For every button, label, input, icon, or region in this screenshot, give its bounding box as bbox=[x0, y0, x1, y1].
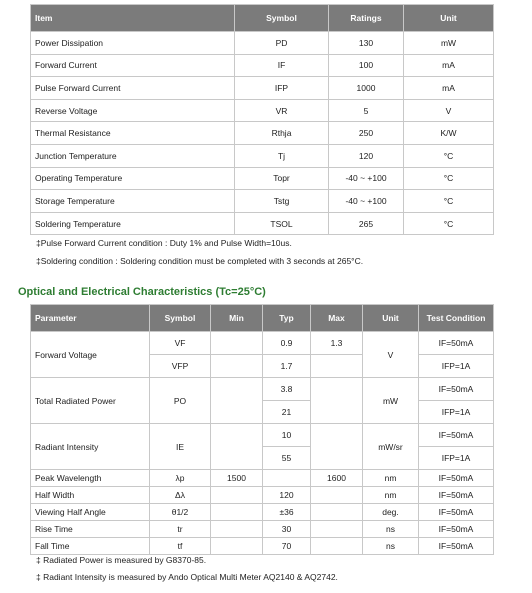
radiant-intensity-note: ‡ Radiant Intensity is measured by Ando Optical Multi Meter AQ2140 & AQ2742. bbox=[36, 572, 338, 582]
condition-cell: IF=50mA bbox=[419, 487, 494, 504]
unit-cell: V bbox=[363, 332, 419, 378]
item-cell: Soldering Temperature bbox=[31, 212, 235, 235]
unit-cell: nm bbox=[363, 487, 419, 504]
min-cell bbox=[211, 487, 263, 504]
condition-cell: IFP=1A bbox=[419, 401, 494, 424]
ratings-cell: 265 bbox=[329, 212, 404, 235]
unit-cell: °C bbox=[404, 144, 494, 167]
ratings-cell: 130 bbox=[329, 32, 404, 55]
condition-cell: IF=50mA bbox=[419, 521, 494, 538]
condition-cell: IF=50mA bbox=[419, 424, 494, 447]
table-header-row bbox=[31, 5, 494, 32]
typ-cell: 0.9 bbox=[263, 332, 311, 355]
max-cell bbox=[311, 487, 363, 504]
max-cell bbox=[311, 521, 363, 538]
absolute-max-ratings-table bbox=[30, 4, 494, 235]
max-cell: 1.3 bbox=[311, 332, 363, 355]
ratings-cell: 100 bbox=[329, 54, 404, 77]
symbol-cell: VF bbox=[150, 332, 211, 355]
typ-cell: 10 bbox=[263, 424, 311, 447]
table-row bbox=[31, 538, 494, 555]
unit-cell: mA bbox=[404, 54, 494, 77]
typ-cell: 55 bbox=[263, 447, 311, 470]
unit-cell: mW bbox=[404, 32, 494, 55]
table-header-row bbox=[31, 305, 494, 332]
min-cell bbox=[211, 424, 263, 470]
min-cell bbox=[211, 332, 263, 355]
unit-cell: ns bbox=[363, 521, 419, 538]
header-typ: Typ bbox=[263, 305, 311, 332]
max-cell bbox=[311, 538, 363, 555]
param-cell: Peak Wavelength bbox=[31, 470, 150, 487]
typ-cell: 120 bbox=[263, 487, 311, 504]
unit-cell: deg. bbox=[363, 504, 419, 521]
unit-cell: °C bbox=[404, 212, 494, 235]
param-total-radiated-power: Total Radiated Power bbox=[31, 378, 150, 424]
symbol-cell: VFP bbox=[150, 355, 211, 378]
condition-cell: IFP=1A bbox=[419, 355, 494, 378]
typ-cell: 70 bbox=[263, 538, 311, 555]
table-row bbox=[31, 77, 494, 100]
table-row bbox=[31, 212, 494, 235]
table-row bbox=[31, 167, 494, 190]
typ-cell: 21 bbox=[263, 401, 311, 424]
param-radiant-intensity: Radiant Intensity bbox=[31, 424, 150, 470]
header-min: Min bbox=[211, 305, 263, 332]
min-cell bbox=[211, 521, 263, 538]
unit-cell: V bbox=[404, 99, 494, 122]
min-cell bbox=[211, 538, 263, 555]
item-cell: Pulse Forward Current bbox=[31, 77, 235, 100]
symbol-cell: tr bbox=[150, 521, 211, 538]
header-parameter: Parameter bbox=[31, 305, 150, 332]
condition-cell: IF=50mA bbox=[419, 470, 494, 487]
max-cell bbox=[311, 504, 363, 521]
symbol-cell: λp bbox=[150, 470, 211, 487]
param-cell: Rise Time bbox=[31, 521, 150, 538]
symbol-cell: PO bbox=[150, 378, 211, 424]
header-unit: Unit bbox=[363, 305, 419, 332]
symbol-cell: VR bbox=[235, 99, 329, 122]
param-cell: Viewing Half Angle bbox=[31, 504, 150, 521]
unit-cell: mW bbox=[363, 378, 419, 424]
symbol-cell: Rthja bbox=[235, 122, 329, 145]
ratings-cell: 120 bbox=[329, 144, 404, 167]
min-cell bbox=[211, 355, 263, 378]
ratings-cell: 5 bbox=[329, 99, 404, 122]
max-cell bbox=[311, 355, 363, 378]
min-cell bbox=[211, 504, 263, 521]
ratings-cell: 250 bbox=[329, 122, 404, 145]
table-row bbox=[31, 424, 494, 447]
header-symbol: Symbol bbox=[150, 305, 211, 332]
symbol-cell: Δλ bbox=[150, 487, 211, 504]
radiated-power-note: ‡ Radiated Power is measured by G8370-85. bbox=[36, 555, 207, 565]
header-item: Item bbox=[31, 5, 235, 32]
unit-cell: °C bbox=[404, 167, 494, 190]
typ-cell: 1.7 bbox=[263, 355, 311, 378]
symbol-cell: TSOL bbox=[235, 212, 329, 235]
pulse-current-note: ‡Pulse Forward Current condition : Duty 1% and Pulse Width=10us. bbox=[36, 238, 292, 248]
table-row bbox=[31, 470, 494, 487]
unit-cell: nm bbox=[363, 470, 419, 487]
condition-cell: IF=50mA bbox=[419, 504, 494, 521]
symbol-cell: IF bbox=[235, 54, 329, 77]
max-cell bbox=[311, 378, 363, 424]
soldering-note: ‡Soldering condition : Soldering condition must be completed with 3 seconds at 265°C. bbox=[36, 256, 364, 266]
symbol-cell: θ1/2 bbox=[150, 504, 211, 521]
param-forward-voltage: Forward Voltage bbox=[31, 332, 150, 378]
typ-cell: 3.8 bbox=[263, 378, 311, 401]
table-row bbox=[31, 378, 494, 401]
table-row bbox=[31, 144, 494, 167]
typ-cell: 30 bbox=[263, 521, 311, 538]
item-cell: Operating Temperature bbox=[31, 167, 235, 190]
ratings-cell: -40 ~ +100 bbox=[329, 167, 404, 190]
table-row bbox=[31, 487, 494, 504]
item-cell: Thermal Resistance bbox=[31, 122, 235, 145]
table-row bbox=[31, 504, 494, 521]
table-row bbox=[31, 99, 494, 122]
item-cell: Junction Temperature bbox=[31, 144, 235, 167]
symbol-cell: IE bbox=[150, 424, 211, 470]
param-cell: Half Width bbox=[31, 487, 150, 504]
unit-cell: K/W bbox=[404, 122, 494, 145]
table-row bbox=[31, 54, 494, 77]
min-cell: 1500 bbox=[211, 470, 263, 487]
unit-cell: mA bbox=[404, 77, 494, 100]
ratings-cell: -40 ~ +100 bbox=[329, 190, 404, 213]
unit-cell: °C bbox=[404, 190, 494, 213]
section-title: Optical and Electrical Characteristics (Tc=25°C) bbox=[18, 286, 266, 298]
symbol-cell: IFP bbox=[235, 77, 329, 100]
condition-cell: IFP=1A bbox=[419, 447, 494, 470]
table-row bbox=[31, 122, 494, 145]
condition-cell: IF=50mA bbox=[419, 378, 494, 401]
ratings-cell: 1000 bbox=[329, 77, 404, 100]
condition-cell: IF=50mA bbox=[419, 538, 494, 555]
item-cell: Storage Temperature bbox=[31, 190, 235, 213]
item-cell: Power Dissipation bbox=[31, 32, 235, 55]
header-test-condition: Test Condition bbox=[419, 305, 494, 332]
max-cell bbox=[311, 424, 363, 470]
header-symbol: Symbol bbox=[235, 5, 329, 32]
symbol-cell: Topr bbox=[235, 167, 329, 190]
typ-cell bbox=[263, 470, 311, 487]
symbol-cell: tf bbox=[150, 538, 211, 555]
symbol-cell: PD bbox=[235, 32, 329, 55]
min-cell bbox=[211, 378, 263, 424]
optical-characteristics-table bbox=[30, 304, 494, 555]
symbol-cell: Tstg bbox=[235, 190, 329, 213]
header-ratings: Ratings bbox=[329, 5, 404, 32]
table-row bbox=[31, 332, 494, 355]
typ-cell: ±36 bbox=[263, 504, 311, 521]
unit-cell: mW/sr bbox=[363, 424, 419, 470]
table-row bbox=[31, 32, 494, 55]
header-max: Max bbox=[311, 305, 363, 332]
table-row bbox=[31, 190, 494, 213]
max-cell: 1600 bbox=[311, 470, 363, 487]
param-cell: Fall Time bbox=[31, 538, 150, 555]
item-cell: Forward Current bbox=[31, 54, 235, 77]
item-cell: Reverse Voltage bbox=[31, 99, 235, 122]
unit-cell: ns bbox=[363, 538, 419, 555]
symbol-cell: Tj bbox=[235, 144, 329, 167]
header-unit: Unit bbox=[404, 5, 494, 32]
table-row bbox=[31, 521, 494, 538]
condition-cell: IF=50mA bbox=[419, 332, 494, 355]
